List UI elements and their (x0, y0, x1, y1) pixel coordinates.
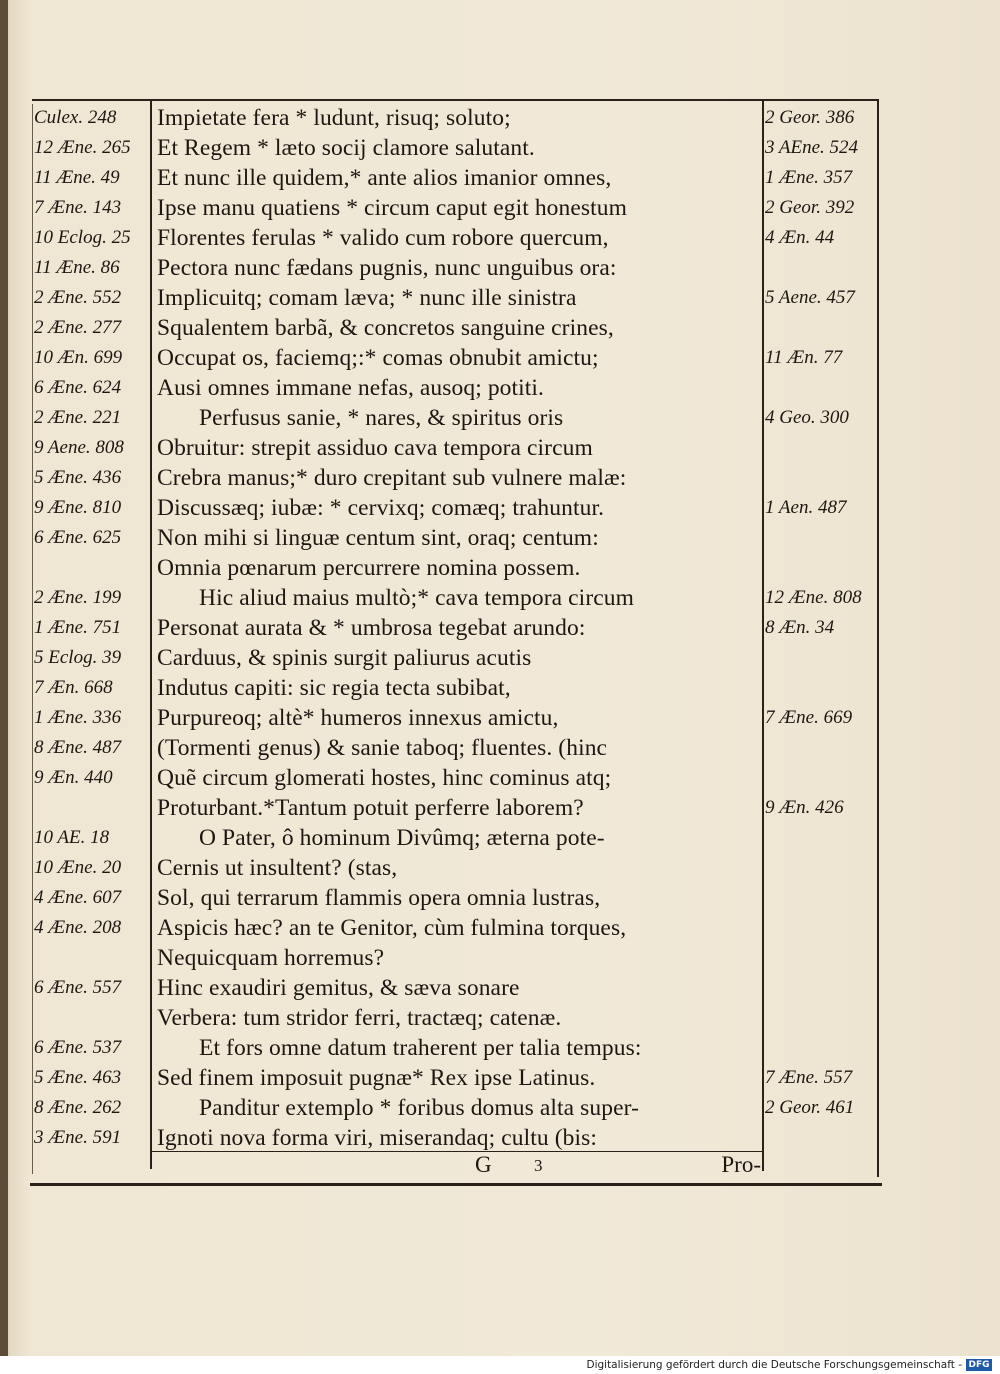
right-reference (765, 643, 877, 673)
left-reference: 2 Æne. 221 (34, 407, 122, 428)
catchword: Pro- (721, 1152, 761, 1177)
right-reference: 2 Geor. 392 (765, 197, 855, 218)
poem-line: O Pater, ô hominum Divûmq; æterna pote- (199, 825, 605, 851)
left-reference: 5 Æne. 436 (34, 467, 122, 488)
poem-text-column (157, 103, 761, 1153)
left-reference (34, 1003, 150, 1033)
poem-line: Verbera: tum stridor ferri, tractæq; catenæ. (157, 1005, 562, 1031)
left-reference: 10 AE. 18 (34, 827, 110, 848)
left-reference: 6 Æne. 557 (34, 977, 122, 998)
poem-line: Squalentem barbã, & concretos sanguine crines, (157, 315, 614, 341)
right-reference: 8 Æn. 34 (765, 617, 835, 638)
left-reference: 10 Eclog. 25 (34, 227, 131, 248)
right-reference (765, 733, 877, 763)
left-reference: 11 Æne. 49 (34, 167, 120, 188)
poem-line: Nequicquam horremus? (157, 945, 385, 971)
poem-line: Ausi omnes immane nefas, ausoq; potiti. (157, 375, 545, 401)
right-reference (765, 373, 877, 403)
left-reference: 11 Æne. 86 (34, 257, 120, 278)
right-reference (765, 763, 877, 793)
right-reference (765, 673, 877, 703)
poem-line: Et fors omne datum traherent per talia tempus: (199, 1035, 642, 1061)
frame-outer-rule (32, 104, 33, 1174)
left-reference: 10 Æn. 699 (34, 347, 123, 368)
left-reference: 12 Æne. 265 (34, 137, 131, 158)
page-number: 3 (534, 1156, 543, 1175)
poem-line: Carduus, & spinis surgit paliurus acutis (157, 645, 532, 671)
left-reference: 2 Æne. 199 (34, 587, 122, 608)
right-reference (765, 1033, 877, 1063)
poem-line: Hinc exaudiri gemitus, & sæva sonare (157, 975, 520, 1001)
poem-line: Discussæq; iubæ: * cervixq; comæq; trahuntur. (157, 495, 605, 521)
right-reference: 4 Geo. 300 (765, 407, 849, 428)
poem-line: Proturbant.*Tantum potuit perferre laborem? (157, 795, 584, 821)
right-reference (765, 313, 877, 343)
frame-right-rule (877, 99, 879, 1177)
right-reference (765, 523, 877, 553)
right-reference: 4 Æn. 44 (765, 227, 835, 248)
right-reference: 2 Geor. 461 (765, 1097, 855, 1118)
left-reference (34, 793, 150, 823)
dfg-logo: DFG (966, 1359, 992, 1371)
page-base-rule (30, 1183, 882, 1186)
right-reference (765, 823, 877, 853)
right-reference (765, 973, 877, 1003)
poem-line: Sed finem imposuit pugnæ* Rex ipse Latinus. (157, 1065, 596, 1091)
poem-line: Purpureoq; altè* humeros innexus amictu, (157, 705, 559, 731)
poem-line: Personat aurata & * umbrosa tegebat arundo: (157, 615, 586, 641)
credit-text: Digitalisierung gefördert durch die Deutsche Forschungsgemeinschaft - (586, 1359, 962, 1371)
left-reference: Culex. 248 (34, 107, 117, 128)
poem-line: Sol, qui terrarum flammis opera omnia lustras, (157, 885, 601, 911)
poem-line: Obruitur: strepit assiduo cava tempora circum (157, 435, 593, 461)
left-reference: 4 Æne. 208 (34, 917, 122, 938)
right-reference: 5 Aene. 457 (765, 287, 855, 308)
left-reference: 9 Æn. 440 (34, 767, 113, 788)
left-reference: 2 Æne. 277 (34, 317, 122, 338)
poem-line: Implicuitq; comam læva; * nunc ille sinistra (157, 285, 577, 311)
poem-line: Panditur extemplo * foribus domus alta super- (199, 1095, 640, 1121)
left-reference-column (34, 103, 150, 1153)
poem-line: Ignoti nova forma viri, miserandaq; cultu (bis: (157, 1125, 598, 1151)
right-reference: 12 Æne. 808 (765, 587, 862, 608)
left-margin-rule (150, 99, 152, 1169)
poem-line: Impietate fera * ludunt, risuq; soluto; (157, 105, 511, 131)
right-reference: 1 Æne. 357 (765, 167, 853, 188)
right-reference: 1 Aen. 487 (765, 497, 847, 518)
right-reference (765, 883, 877, 913)
left-reference: 6 Æne. 625 (34, 527, 122, 548)
right-reference (765, 913, 877, 943)
left-reference: 1 Æne. 336 (34, 707, 122, 728)
poem-line: Florentes ferulas * valido cum robore quercum, (157, 225, 609, 251)
poem-line: Perfusus sanie, * nares, & spiritus oris (199, 405, 564, 431)
left-reference: 1 Æne. 751 (34, 617, 122, 638)
poem-line: Indutus capiti: sic regia tecta subibat, (157, 675, 511, 701)
left-reference: 7 Æne. 143 (34, 197, 122, 218)
left-reference (34, 943, 150, 973)
poem-line: Omnia pœnarum percurrere nomina possem. (157, 555, 581, 581)
poem-line: Occupat os, faciemq;:* comas obnubit amictu; (157, 345, 599, 371)
frame-top-rule (32, 99, 878, 101)
left-reference: 3 Æne. 591 (34, 1127, 122, 1148)
left-reference: 5 Æne. 463 (34, 1067, 122, 1088)
left-reference: 9 Æne. 810 (34, 497, 122, 518)
left-reference: 9 Aene. 808 (34, 437, 124, 458)
poem-line: Crebra manus;* duro crepitant sub vulnere malæ: (157, 465, 627, 491)
right-reference (765, 463, 877, 493)
poem-line: Ipse manu quatiens * circum caput egit honestum (157, 195, 628, 221)
left-reference (34, 553, 150, 583)
right-margin-rule (762, 99, 764, 1171)
right-reference (765, 853, 877, 883)
right-reference: 9 Æn. 426 (765, 797, 844, 818)
left-reference: 6 Æne. 624 (34, 377, 122, 398)
poem-line: Hic aliud maius multò;* cava tempora circum (199, 585, 634, 611)
right-reference: 11 Æn. 77 (765, 347, 843, 368)
poem-line: (Tormenti genus) & sanie taboq; fluentes. (hinc (157, 735, 608, 761)
digitization-credit-bar (0, 1356, 1000, 1374)
signature-mark: G (475, 1152, 492, 1177)
poem-line: Aspicis hæc? an te Genitor, cùm fulmina torques, (157, 915, 627, 941)
poem-line: Quẽ circum glomerati hostes, hinc cominus atq; (157, 765, 612, 791)
poem-line: Non mihi si linguæ centum sint, oraq; centum: (157, 525, 599, 551)
right-reference (765, 433, 877, 463)
right-reference (765, 553, 877, 583)
left-reference: 10 Æne. 20 (34, 857, 122, 878)
left-reference: 8 Æne. 262 (34, 1097, 122, 1118)
right-reference (765, 1003, 877, 1033)
left-reference: 8 Æne. 487 (34, 737, 122, 758)
right-reference (765, 1123, 877, 1153)
right-reference: 3 AEne. 524 (765, 137, 859, 158)
left-reference: 5 Eclog. 39 (34, 647, 122, 668)
left-reference: 6 Æne. 537 (34, 1037, 122, 1058)
poem-line: Cernis ut insultent? (stas, (157, 855, 398, 881)
left-reference: 4 Æne. 607 (34, 887, 122, 908)
poem-line: Et nunc ille quidem,* ante alios imanior omnes, (157, 165, 612, 191)
right-reference: 2 Geor. 386 (765, 107, 855, 128)
page-footer (157, 1152, 761, 1182)
right-reference (765, 253, 877, 283)
poem-line: Et Regem * læto socij clamore salutant. (157, 135, 535, 161)
right-reference: 7 Æne. 557 (765, 1067, 853, 1088)
left-reference: 2 Æne. 552 (34, 287, 122, 308)
right-reference: 7 Æne. 669 (765, 707, 853, 728)
right-reference-column (765, 103, 877, 1153)
left-reference: 7 Æn. 668 (34, 677, 113, 698)
poem-line: Pectora nunc fædans pugnis, nunc unguibus ora: (157, 255, 617, 281)
right-reference (765, 943, 877, 973)
